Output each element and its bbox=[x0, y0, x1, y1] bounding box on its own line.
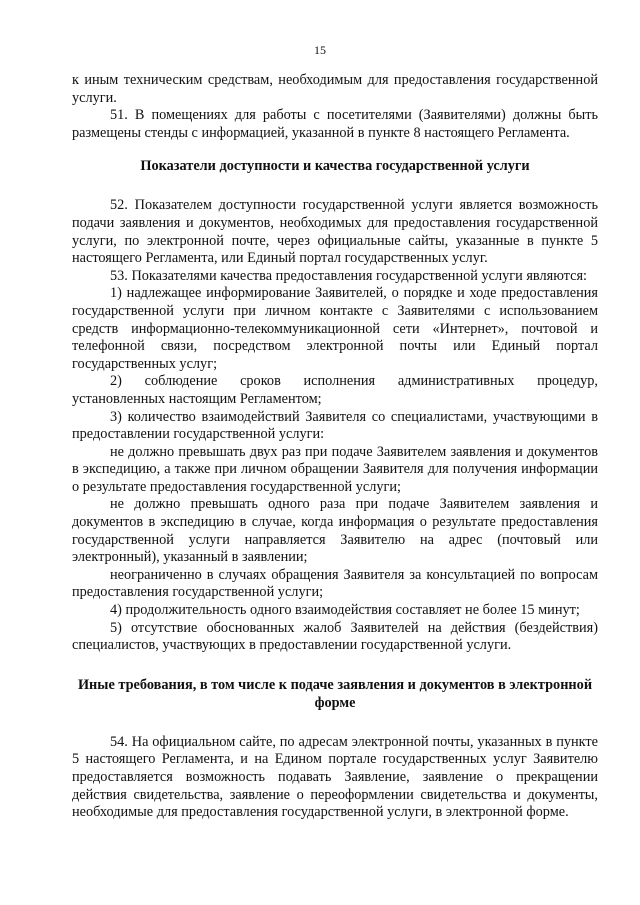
sub-item-one-time: не должно превышать одного раза при подаче Заявителем заявления и документов в экспедицию в случае, когда информация о результате предоставления государственной услуги направляется Заявителю на адрес (почтовый или электронный), указанный в заявлении; bbox=[72, 496, 598, 566]
list-item-1: 1) надлежащее информирование Заявителей, о порядке и ходе предоставления государственной услуги при личном контакте с Заявителями с использованием средств информационно-телекоммуникационной сети «Интернет», почтовой и телефонной связи, посредством электронной почты или Единый портал государственных услуг; bbox=[72, 285, 598, 372]
page-number: 15 bbox=[314, 43, 326, 57]
list-item-5: 5) отсутствие обоснованных жалоб Заявителей на действия (бездействия) специалистов, участвующих в предоставлении государственной услуги. bbox=[72, 619, 598, 654]
paragraph-51: 51. В помещениях для работы с посетителями (Заявителями) должны быть размещены стенды с информацией, указанной в пункте 8 настоящего Регламента. bbox=[72, 107, 598, 141]
section-heading-accessibility: Показатели доступности и качества государственной услуги bbox=[140, 158, 530, 175]
paragraph-52: 52. Показателем доступности государственной услуги является возможность подачи заявления и документов, необходимых для предоставления государственной услуги, по электронной почте, через официальные сайты, указанные в пункте 5 настоящего Регламента, или Единый портал государственных услуг. bbox=[72, 197, 598, 267]
list-item-3: 3) количество взаимодействий Заявителя со специалистами, участвующими в предоставлении государственной услуги: bbox=[72, 408, 598, 443]
list-item-2: 2) соблюдение сроков исполнения административных процедур, установленных настоящим Регламентом; bbox=[72, 373, 598, 407]
sub-item-two-times: не должно превышать двух раз при подаче Заявителем заявления и документов в экспедицию, а также при личном обращении Заявителя для получения информации о результате предоставления государственной услуги; bbox=[72, 443, 598, 495]
section-heading-electronic-form: Иные требования, в том числе к подаче заявления и документов в электронной форме bbox=[77, 676, 593, 711]
paragraph-continuation: к иным техническим средствам, необходимым для предоставления государственной услуги. bbox=[72, 72, 598, 106]
document-body bbox=[72, 72, 598, 822]
paragraph-54: 54. На официальном сайте, по адресам электронной почты, указанных в пункте 5 настоящего Регламента, и на Едином портале государственных услуг Заявителю предоставляется возможность подавать Заявление, заявление о прекращении действия свидетельства, заявление о переоформлении свидетельства и документы, необходимые для предоставления государственной услуги, в электронной форме. bbox=[72, 733, 598, 821]
paragraph-53: 53. Показателями качества предоставления государственной услуги являются: bbox=[110, 267, 587, 284]
list-item-4: 4) продолжительность одного взаимодействия составляет не более 15 минут; bbox=[110, 602, 580, 619]
sub-item-unlimited: неограниченно в случаях обращения Заявителя за консультацией по вопросам предоставления государственной услуги; bbox=[72, 566, 598, 601]
